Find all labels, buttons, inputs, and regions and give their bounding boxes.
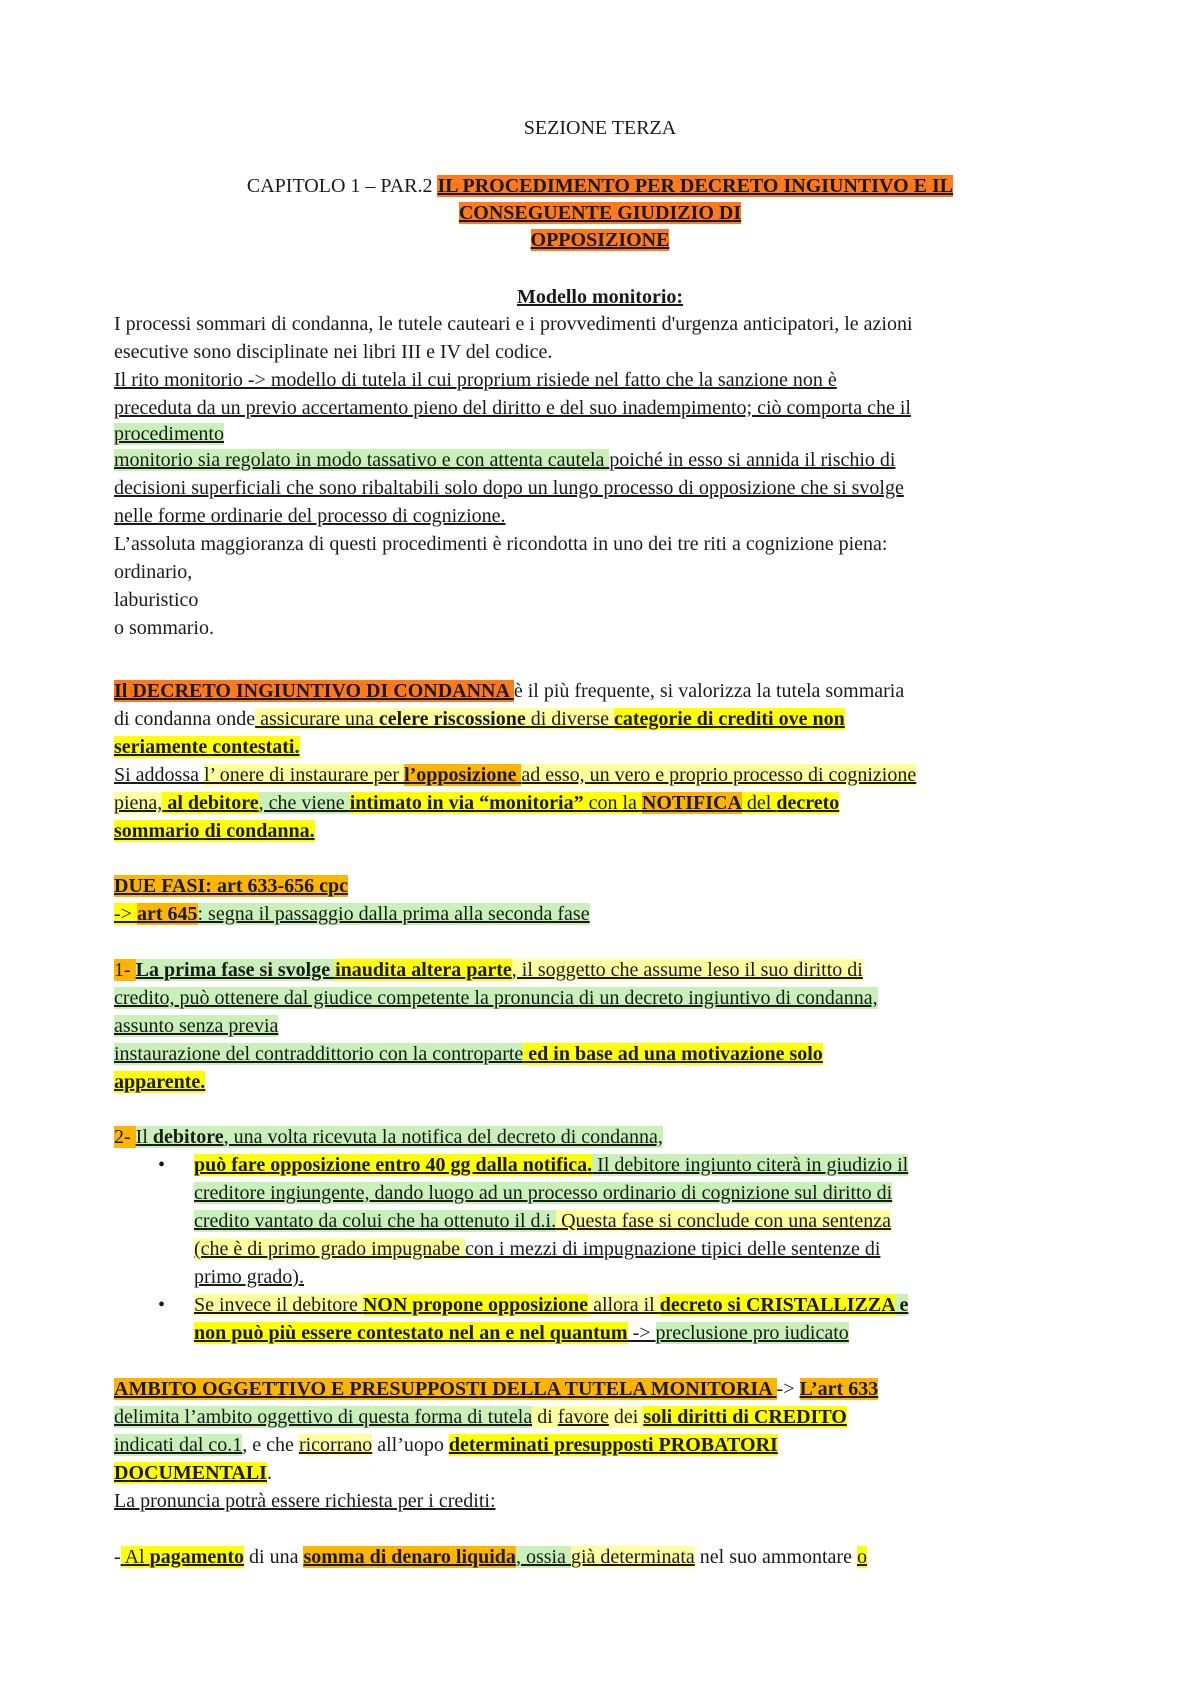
paragraph-line	[114, 984, 878, 1012]
text-segment: , una volta ricevuta la notifica del decreto di condanna,	[223, 1126, 663, 1148]
section-title	[0, 114, 1200, 142]
text-segment: , che viene	[258, 792, 350, 814]
text-segment: di una	[244, 1546, 304, 1568]
text-segment: allora il	[588, 1294, 660, 1316]
chapter-title-line-1	[0, 172, 1200, 200]
bullet-line	[194, 1319, 849, 1347]
text-segment: e	[894, 1294, 909, 1316]
paragraph-line	[114, 1375, 878, 1403]
text-segment: può fare opposizione entro 40 gg dalla notifica.	[194, 1154, 593, 1176]
text-segment: creditore ingiungente, dando luogo ad un processo ordinario di cognizione sul diritto di	[194, 1182, 893, 1204]
text-segment: celere riscossione	[378, 708, 526, 730]
text-segment: inaudita altera parte	[335, 959, 512, 981]
section-heading	[114, 872, 348, 900]
text-segment: .	[266, 1462, 272, 1484]
text-segment: o	[856, 1546, 867, 1568]
paragraph-line	[114, 1403, 847, 1431]
bullet-line	[194, 1291, 908, 1319]
paragraph-line: decisioni superficiali che sono ribaltabili solo dopo un lungo processo di opposizione che si svolge	[114, 477, 904, 499]
text-segment: non può più essere contestato nel an e nel quantum	[194, 1322, 628, 1344]
text-segment: Si addossa	[114, 764, 204, 786]
text-segment: l’opposizione	[404, 764, 522, 786]
text-segment: ->	[776, 1378, 800, 1400]
text-segment: poiché in esso si annida il rischio di	[609, 449, 896, 471]
section-title-text: SEZIONE TERZA	[523, 117, 677, 139]
chapter-title-part-1: IL PROCEDIMENTO PER DECRETO INGIUNTIVO E IL	[437, 175, 954, 197]
paragraph-line	[114, 1459, 272, 1487]
text-segment: La pronuncia potrà essere richiesta per i crediti:	[114, 1490, 496, 1512]
text-segment: 2-	[114, 1126, 136, 1148]
text-segment: Il	[135, 1126, 153, 1148]
text-segment: NON propone opposizione	[362, 1294, 589, 1316]
bullet-line	[194, 1235, 880, 1263]
subtitle-text: Modello monitorio:	[516, 286, 684, 308]
paragraph-line	[114, 956, 863, 984]
chapter-title-part-3: OPPOSIZIONE	[530, 229, 670, 251]
text-segment: sommario di condanna.	[114, 820, 315, 842]
text-segment: di condanna onde	[114, 708, 256, 730]
text-segment: (che è di primo grado impugnabe	[194, 1238, 466, 1260]
text-segment: La prima fase si svolge	[135, 959, 336, 981]
text-segment: credito, può ottenere dal giudice competente la pronuncia di un decreto ingiuntivo di condanna,	[114, 987, 878, 1009]
text-segment: DOCUMENTALI	[114, 1462, 267, 1484]
list-line: laburistico	[114, 589, 199, 611]
text-segment: del	[741, 792, 777, 814]
paragraph-line	[114, 705, 845, 733]
text-segment: instaurazione del contraddittorio con la controparte	[114, 1043, 524, 1065]
text-segment: intimato in via “monitoria”	[349, 792, 584, 814]
list-line: o sommario.	[114, 617, 214, 639]
list-line: ordinario,	[114, 561, 193, 583]
paragraph-line: Il rito monitorio -> modello di tutela il cui proprium risiede nel fatto che la sanzione non è	[114, 369, 837, 391]
text-segment: Al	[120, 1546, 150, 1568]
text-segment: con la	[583, 792, 642, 814]
text-segment: ->	[627, 1322, 656, 1344]
paragraph-line	[114, 1487, 496, 1515]
text-segment: , e che	[242, 1434, 299, 1456]
paragraph-line: L’assoluta maggioranza di questi procedimenti è ricondotta in uno dei tre riti a cognizione piena:	[114, 533, 888, 555]
text-segment: soli diritti di CREDITO	[643, 1406, 847, 1428]
text-segment: Questa fase si conclude con una sentenza	[556, 1210, 891, 1232]
text-segment: piena,	[114, 792, 163, 814]
text-segment: categorie di crediti ove non	[614, 708, 845, 730]
paragraph-line: preceduta da un previo accertamento pieno del diritto e del suo inadempimento; ciò comporta che il	[114, 397, 911, 419]
chapter-title-part-2: CONSEGUENTE GIUDIZIO DI	[458, 202, 742, 224]
paragraph-line	[114, 1431, 778, 1459]
chapter-prefix: CAPITOLO 1 – PAR.2	[246, 175, 438, 197]
paragraph-line	[114, 420, 224, 448]
text-segment: AMBITO OGGETTIVO E PRESUPPOSTI DELLA TUTELA MONITORIA	[114, 1378, 777, 1400]
text-segment: somma di denaro liquida	[303, 1546, 516, 1568]
text-segment: assicurare una	[255, 708, 379, 730]
paragraph-line: esecutive sono disciplinate nei libri III e IV del codice.	[114, 341, 553, 363]
text-segment: Se invece il debitore	[194, 1294, 363, 1316]
text-segment: art 645	[136, 903, 198, 925]
paragraph-line	[114, 446, 896, 474]
text-segment: DUE FASI: art 633-656 cpc	[114, 875, 349, 897]
bullet-line	[194, 1179, 892, 1207]
text-segment: apparente.	[114, 1071, 206, 1093]
text-segment: procedimento	[114, 423, 224, 445]
text-segment: Il DECRETO INGIUNTIVO DI CONDANNA	[114, 680, 514, 702]
text-segment: credito vantato da colui che ha ottenuto il d.i.	[194, 1210, 557, 1232]
text-segment: nel suo ammontare	[694, 1546, 857, 1568]
text-segment: NOTIFICA	[641, 792, 742, 814]
text-segment: con i mezzi di impugnazione tipici delle sentenze di	[465, 1238, 881, 1260]
text-segment: delimita l’ambito oggettivo di questa forma di tutela	[114, 1406, 533, 1428]
paragraph-line	[114, 900, 590, 928]
text-segment: pagamento	[149, 1546, 245, 1568]
text-segment: : segna il passaggio dalla prima alla seconda fase	[197, 903, 590, 925]
text-segment: decreto	[776, 792, 840, 814]
text-segment: debitore	[152, 1126, 224, 1148]
bullet-line	[194, 1151, 908, 1179]
chapter-title-line-2	[0, 199, 1200, 227]
subtitle	[0, 283, 1200, 311]
text-segment: Il debitore ingiunto citerà in giudizio il	[592, 1154, 909, 1176]
text-segment: l’ onere di instaurare per	[204, 764, 405, 786]
text-segment: -	[114, 1546, 121, 1568]
text-segment: 1-	[114, 959, 136, 981]
paragraph-line	[114, 1123, 663, 1151]
paragraph-line	[114, 733, 300, 761]
paragraph-line	[114, 1012, 278, 1040]
paragraph-line	[114, 789, 839, 817]
text-segment: ricorrano	[298, 1434, 373, 1456]
text-segment: L’art 633	[799, 1378, 879, 1400]
paragraph-line	[114, 677, 904, 705]
text-segment: decreto si CRISTALLIZZA	[659, 1294, 895, 1316]
text-segment: di diverse	[525, 708, 615, 730]
text-segment: primo grado).	[194, 1266, 304, 1288]
chapter-title-line-3	[0, 226, 1200, 254]
paragraph-line	[114, 1543, 867, 1571]
text-segment: già determinata	[570, 1546, 695, 1568]
text-segment: determinati presupposti PROBATORI	[448, 1434, 778, 1456]
text-segment: dei	[608, 1406, 644, 1428]
text-segment: all’uopo	[372, 1434, 449, 1456]
bullet-icon: •	[158, 1294, 166, 1316]
text-segment: ->	[114, 903, 137, 925]
text-segment: ed in base ad una motivazione solo	[523, 1043, 823, 1065]
paragraph-line	[114, 817, 315, 845]
text-segment: , il soggetto che assume leso il suo diritto di	[511, 959, 863, 981]
text-segment: favore	[557, 1406, 609, 1428]
text-segment: ad esso, un	[521, 764, 615, 786]
bullet-icon: •	[158, 1154, 166, 1176]
paragraph-line	[114, 761, 916, 789]
bullet-line	[194, 1207, 891, 1235]
paragraph-line	[114, 1040, 823, 1068]
bullet-line	[194, 1263, 304, 1291]
paragraph-line	[114, 1068, 205, 1096]
paragraph-line: nelle forme ordinarie del processo di cognizione.	[114, 505, 506, 527]
text-segment: assunto senza previa	[114, 1015, 279, 1037]
text-segment: preclusione pro iudicato	[655, 1322, 849, 1344]
text-segment: monitorio sia regolato in modo tassativo e con attenta cautela	[114, 449, 610, 471]
text-segment: , ossia	[515, 1546, 571, 1568]
paragraph-line: I processi sommari di condanna, le tutele cauteari e i provvedimenti d'urgenza anticipatori, le azioni	[114, 313, 913, 335]
text-segment: di	[532, 1406, 558, 1428]
text-segment: è il più frequente, si valorizza la tutela sommaria	[513, 680, 905, 702]
text-segment: indicati dal co.1	[114, 1434, 243, 1456]
text-segment: al debitore	[162, 792, 259, 814]
text-segment: seriamente contestati.	[114, 736, 300, 758]
text-segment: vero e proprio processo di cognizione	[614, 764, 917, 786]
